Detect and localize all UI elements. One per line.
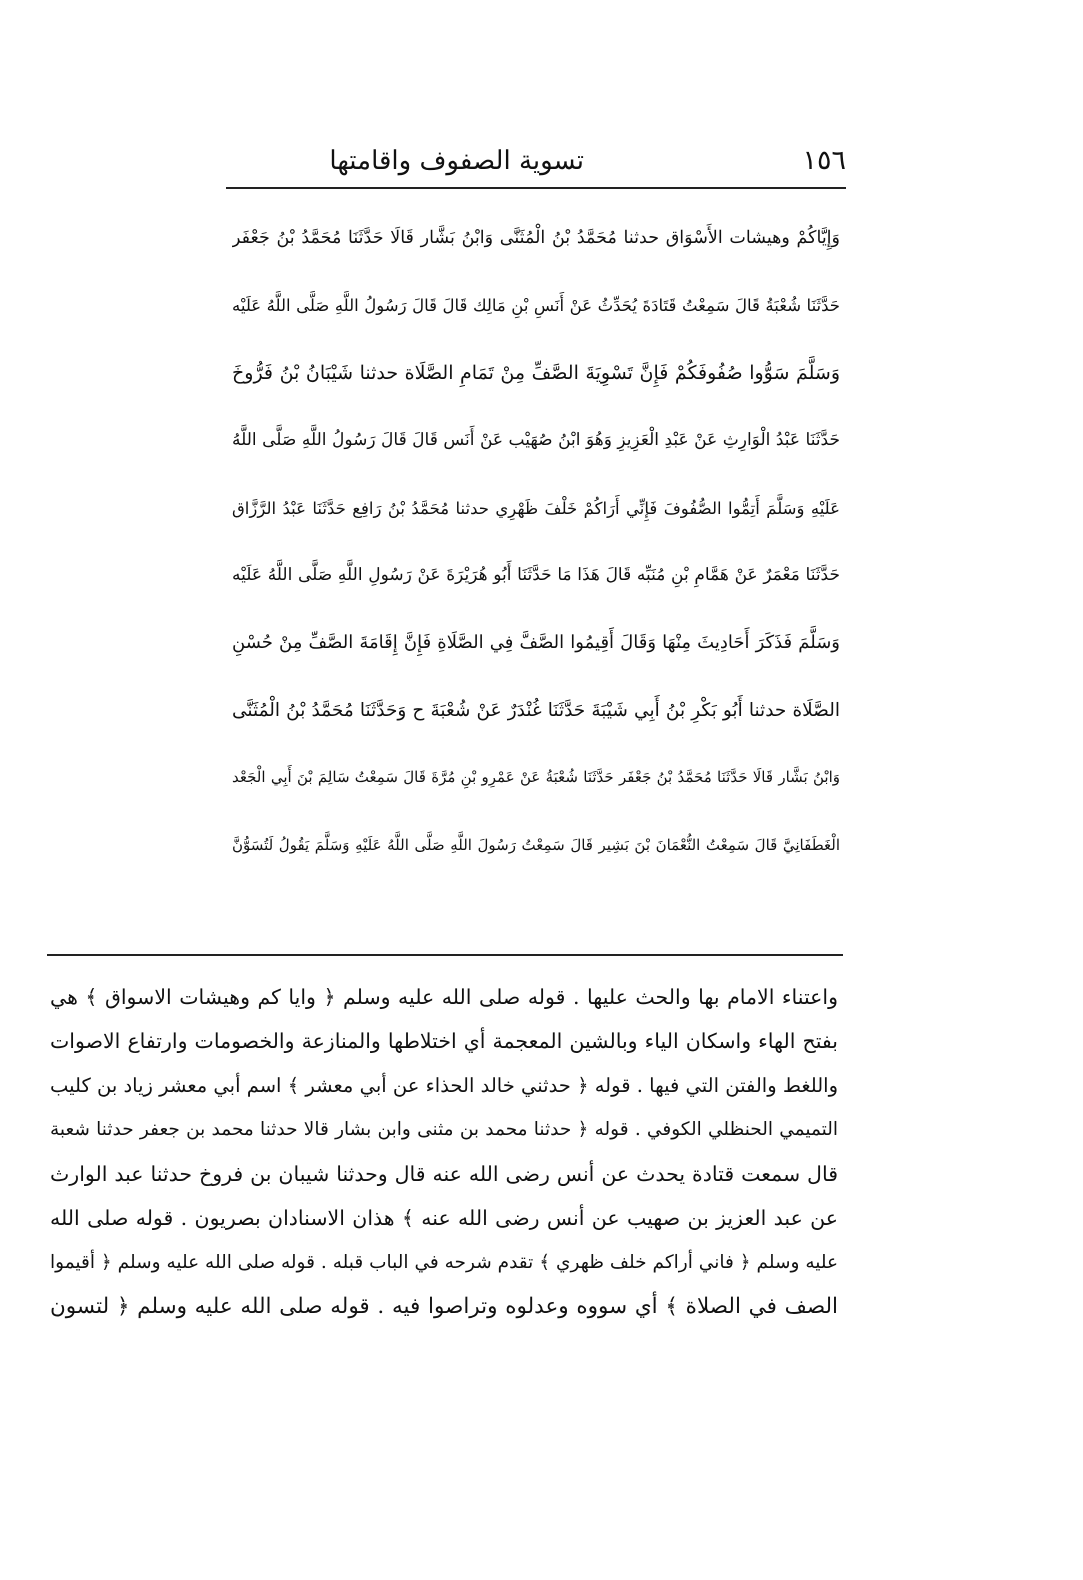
commentary-block <box>50 975 838 1329</box>
commentary-line: واعتناء الامام بها والحث عليها . قوله صلى الله عليه وسلم ﴿ وايا كم وهيشات الاسواق ﴾ هي <box>50 985 838 1009</box>
hadith-line: حَدَّثَنَا مَعْمَرٌ عَنْ هَمَّامِ بْنِ مُنَبِّه قَالَ هَذَا مَا حَدَّثَنَا أَبُو هُرَيْرَةَ عَنْ رَسُولِ اللَّهِ صَلَّى اللَّهُ عَلَيْه <box>232 564 840 585</box>
header-rule <box>226 187 846 189</box>
page-header <box>226 140 846 182</box>
hadith-line: وَسَلَّمَ سَوُّوا صُفُوفَكُمْ فَإِنَّ تَسْوِيَةَ الصَّفِّ مِنْ تَمَامِ الصَّلَاة حدثنا شَيْبَانُ بْنُ فَرُّوخَ <box>232 361 840 384</box>
hadith-line: وَسَلَّمَ فَذَكَرَ أَحَادِيثَ مِنْهَا وَقَالَ أَقِيمُوا الصَّفَّ فِي الصَّلَاةِ فَإِنَّ إِقَامَةَ الصَّفِّ مِنْ حُسْنِ <box>232 632 840 654</box>
page-number: ١٥٦ <box>802 145 846 176</box>
hadith-text-block <box>232 205 840 879</box>
commentary-line: قال سمعت قتادة يحدث عن أنس رضى الله عنه قال وحدثنا شيبان بن فروخ حدثنا عبد الوارث <box>50 1162 838 1187</box>
commentary-separator-rule <box>47 954 843 956</box>
commentary-line: التميمي الحنظلي الكوفي . قوله ﴿ حدثنا محمد بن مثنى وابن بشار قالا حدثنا محمد بن جعفر حدثنا شعبة <box>50 1118 838 1140</box>
commentary-line: واللغط والفتن التي فيها . قوله ﴿ حدثني خالد الحذاء عن أبي معشر ﴾ اسم أبي معشر زياد بن كليب <box>50 1073 838 1097</box>
commentary-line: الصف في الصلاة ﴾ أي سووه وعدلوه وتراصوا فيه . قوله صلى الله عليه وسلم ﴿ لتسون <box>50 1294 838 1320</box>
hadith-line: حَدَّثَنَا شُعْبَةُ قَالَ سَمِعْتُ قَتَادَةَ يُحَدِّثُ عَنْ أَنَسِ بْنِ مَالِك قَالَ قَالَ رَسُولُ اللَّهِ صَلَّى اللَّهُ عَلَيْه <box>232 296 840 316</box>
hadith-line: الصَّلَاة حدثنا أَبُو بَكْرِ بْنُ أَبِي شَيْبَةَ حَدَّثَنَا غُنْدَرٌ عَنْ شُعْبَةَ ح وَحَدَّثَنَا مُحَمَّدُ بْنُ الْمُثَنَّى <box>232 699 840 721</box>
hadith-line: وَابْنُ بَشَّار قَالَا حَدَّثَنَا مُحَمَّدُ بْنُ جَعْفَر حَدَّثَنَا شُعْبَةُ عَنْ عَمْرِو بْنِ مُرَّةَ قَالَ سَمِعْتُ سَالِمَ بْنَ أَبِي الْجَعْد <box>232 768 840 787</box>
hadith-line: وَإِيَّاكُمْ وهيشات الأَسْوَاق حدثنا مُحَمَّدُ بْنُ الْمُثَنَّى وَابْنُ بَشَّار قَالَا حَدَّثَنَا مُحَمَّدُ بْنُ جَعْفَر <box>232 228 840 248</box>
commentary-line: عن عبد العزيز بن صهيب عن أنس رضى الله عنه ﴾ هذان الاسنادان بصريون . قوله صلى الله <box>50 1206 838 1231</box>
commentary-line: عليه وسلم ﴿ فاني أراكم خلف ظهري ﴾ تقدم شرحه في الباب قبله . قوله صلى الله عليه وسلم ﴿ أقيموا <box>50 1251 838 1273</box>
hadith-line: عَلَيْهِ وَسَلَّمَ أَتِمُّوا الصُّفُوفَ فَإِنِّي أَرَاكُمْ خَلْفَ ظَهْرِي حدثنا مُحَمَّدُ بْنُ رَافِع حَدَّثَنَا عَبْدُ الرَّزَّاق <box>232 498 840 518</box>
running-title: تسوية الصفوف واقامتها <box>329 146 584 176</box>
commentary-line: بفتح الهاء واسكان الياء وبالشين المعجمة أي اختلاطها والمنازعة والخصومات وارتفاع الاصوات <box>50 1029 838 1054</box>
hadith-line: حَدَّثَنَا عَبْدُ الْوَارِثِ عَنْ عَبْدِ الْعَزِيزِ وَهُوَ ابْنُ صُهَيْب عَنْ أَنَس قَالَ قَالَ رَسُولُ اللَّهِ صَلَّى اللَّهُ <box>232 430 840 451</box>
hadith-line: الْغَطَفَانِيَّ قَالَ سَمِعْتُ النُّعْمَانَ بْنَ بَشِير قَالَ سَمِعْتُ رَسُولَ اللَّهِ صَلَّى اللَّهُ عَلَيْهِ وَسَلَّمَ يَقُولُ لَتُسَوُّنَّ <box>232 835 840 854</box>
